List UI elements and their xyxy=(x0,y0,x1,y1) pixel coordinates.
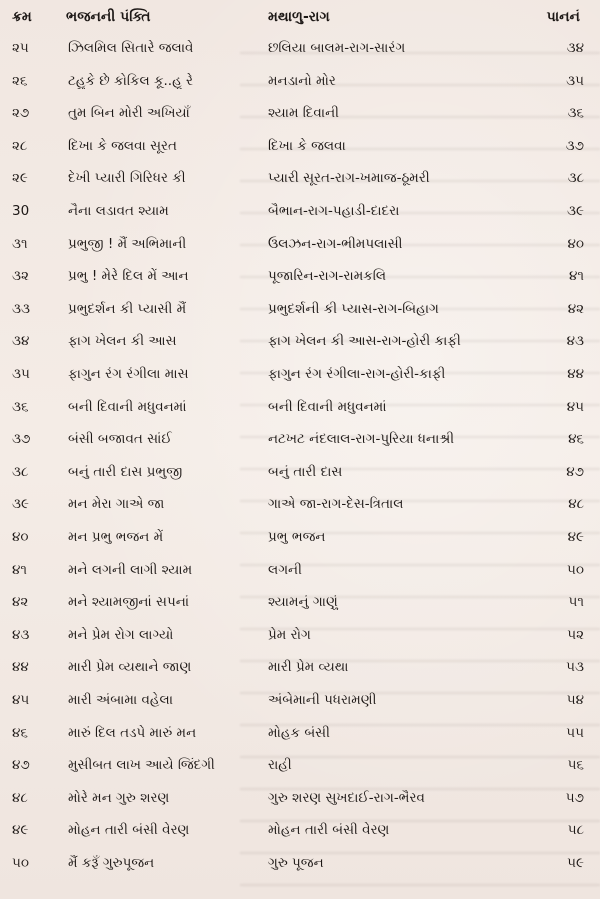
row-page-number: ૫૧ xyxy=(568,594,584,611)
row-bhajan-line: મન મેરા ગાએ જા xyxy=(68,496,165,513)
table-row xyxy=(0,163,600,197)
row-page-number: ૪૩ xyxy=(566,333,584,350)
row-number: ૩૧ xyxy=(12,235,28,252)
row-page-number: ૩૫ xyxy=(566,72,584,89)
row-number: ૩૬ xyxy=(12,398,29,415)
table-row xyxy=(0,685,600,719)
row-bhajan-line: મને શ્યામજીનાં સપનાં xyxy=(68,594,190,611)
row-bhajan-line: પ્રભુજી ! મૈં અભિમાની xyxy=(68,235,187,252)
row-page-number: ૪૯ xyxy=(567,529,584,545)
row-heading-raag: ગુરુ પૂજન xyxy=(268,855,324,871)
row-page-number: ૩૪ xyxy=(566,40,584,56)
row-heading-raag: બૈભાન-રાગ-પહાડી-દાદરા xyxy=(268,203,400,219)
row-number: ૪૨ xyxy=(12,594,29,611)
row-bhajan-line: ઝિલમિલ સિતારે જલાવે xyxy=(68,40,194,56)
row-heading-raag: પ્રભુદર્શની કી પ્યાસ-રાગ-બિહાગ xyxy=(268,300,439,317)
row-heading-raag: લગની xyxy=(268,561,302,578)
table-row xyxy=(0,848,600,882)
row-bhajan-line: મારું દિલ તડપે મારું મન xyxy=(68,724,197,741)
row-heading-raag: મોહક બંસી xyxy=(268,724,330,741)
row-number: ૩૯ xyxy=(12,496,29,513)
row-bhajan-line: મોરે મન ગુરુ શરણ xyxy=(68,789,170,806)
row-number: ૪૯ xyxy=(12,822,29,839)
row-heading-raag: નટખટ નંદલાલ-રાગ-પુરિયા ધનાશ્રી xyxy=(268,431,455,448)
row-page-number: ૪૪ xyxy=(567,366,584,382)
row-heading-raag: મોહન તારી બંસી વેરણ xyxy=(268,822,390,839)
row-number: ૩૨ xyxy=(12,268,29,285)
row-number: ૩૭ xyxy=(12,431,31,448)
row-page-number: ૪૫ xyxy=(566,398,584,415)
row-heading-raag: ગાએ જા-રાગ-દેસ-ત્રિતાલ xyxy=(268,496,404,513)
row-number: ૩૮ xyxy=(12,463,29,480)
row-bhajan-line: દેખી પ્યારી ગિરિધર કી xyxy=(68,170,186,187)
table-row xyxy=(0,294,600,328)
row-bhajan-line: ટહુકે છે કોકિલ કૂ..હૂ રે xyxy=(68,72,193,89)
row-heading-raag: રાહી xyxy=(268,757,292,774)
row-bhajan-line: મારી પ્રેમ વ્યથાને જાણ xyxy=(68,659,192,676)
row-page-number: ૫૮ xyxy=(567,822,584,839)
row-bhajan-line: મારી અંબામા વહેલા xyxy=(68,692,174,708)
row-bhajan-line: મોહન તારી બંસી વેરણ xyxy=(68,822,190,839)
row-page-number: ૪૧ xyxy=(569,268,584,285)
table-row xyxy=(0,489,600,523)
row-heading-raag: બનું તારી દાસ xyxy=(268,463,343,480)
table-row xyxy=(0,522,600,556)
table-row xyxy=(0,392,600,426)
row-page-number: ૫૦ xyxy=(567,561,584,578)
row-number: ૩૪ xyxy=(12,333,30,350)
table-row xyxy=(0,98,600,132)
row-heading-raag: પૂજારિન-રાગ-રામકલિ xyxy=(268,268,387,285)
row-number: ૨૯ xyxy=(12,170,28,187)
row-heading-raag: પ્યારી સૂરત-રાગ-ખમાજ-ઠૂમરી xyxy=(268,170,430,187)
row-bhajan-line: મન પ્રભુ ભજન મેં xyxy=(68,529,164,545)
row-number: 30 xyxy=(12,203,30,219)
row-number: ૪૦ xyxy=(12,529,29,545)
row-number: ૨૬ xyxy=(12,72,28,89)
header-bhajan-line: ભજનની પંક્તિ xyxy=(66,9,151,25)
row-number: ૨૭ xyxy=(12,105,30,122)
row-bhajan-line: મને લગની લાગી શ્યામ xyxy=(68,561,193,578)
table-row xyxy=(0,326,600,360)
row-number: ૪૪ xyxy=(12,659,29,676)
row-heading-raag: છલિયા બાલમ-રાગ-સારંગ xyxy=(268,40,406,56)
row-number: ૪૮ xyxy=(12,789,28,806)
row-bhajan-line: મૈં કરૂઁ ગુરુપૂજન xyxy=(68,855,155,871)
row-page-number: ૪૨ xyxy=(567,300,584,317)
row-page-number: ૫૫ xyxy=(566,724,584,741)
row-page-number: ૩૯ xyxy=(567,203,584,219)
table-row xyxy=(0,555,600,589)
row-number: ૪૧ xyxy=(12,561,27,578)
header-heading-raag: મથાળુ-રાગ xyxy=(268,9,330,25)
row-bhajan-line: તુમ બિન મોરી અખિયાઁ xyxy=(68,105,190,122)
row-bhajan-line: પ્રભુ ! મેરે દિલ મેં આન xyxy=(68,268,189,285)
row-number: ૨૫ xyxy=(12,40,29,56)
row-page-number: ૪૦ xyxy=(567,235,584,252)
table-row xyxy=(0,620,600,654)
row-number: ૪૬ xyxy=(12,724,28,741)
row-bhajan-line: નૈના લડાવત શ્યામ xyxy=(68,203,169,219)
row-heading-raag: દિખા કે જલવા xyxy=(268,137,346,154)
table-row xyxy=(0,131,600,165)
table-row xyxy=(0,652,600,686)
row-page-number: ૫૨ xyxy=(567,626,584,643)
table-row xyxy=(0,587,600,621)
row-page-number: ૪૬ xyxy=(568,431,584,448)
header-page-number: પાનનં xyxy=(546,9,580,25)
row-number: ૩૫ xyxy=(12,366,30,382)
row-page-number: ૩૭ xyxy=(565,137,584,154)
row-heading-raag: શ્યામનું ગાણું xyxy=(268,594,338,611)
row-bhajan-line: ફાગ ખેલન કી આસ xyxy=(68,333,177,350)
table-row xyxy=(0,66,600,100)
row-bhajan-line: પ્રભુદર્શન કી પ્યાસી મૈં xyxy=(68,300,187,317)
row-heading-raag: પ્રેમ રોગ xyxy=(268,626,311,643)
table-row xyxy=(0,783,600,817)
row-number: ૩૩ xyxy=(12,300,30,317)
row-number: ૫૦ xyxy=(12,855,29,871)
row-heading-raag: ગુરુ શરણ સુખદાઈ-રાગ-ભૈરવ xyxy=(268,789,425,806)
row-bhajan-line: બની દિવાની મધુવનમાં xyxy=(68,398,187,415)
row-number: ૪૩ xyxy=(12,626,30,643)
row-bhajan-line: બંસી બજાવત સાંઈ xyxy=(68,431,172,448)
row-page-number: ૫૯ xyxy=(567,855,584,871)
row-page-number: ૩૬ xyxy=(567,105,584,122)
table-row xyxy=(0,718,600,752)
row-number: ૨૮ xyxy=(12,137,28,154)
table-row xyxy=(0,261,600,295)
row-bhajan-line: મને પ્રેમ રોગ લાગ્યો xyxy=(68,626,174,643)
row-heading-raag: બની દિવાની મધુવનમાં xyxy=(268,398,387,415)
table-row xyxy=(0,815,600,849)
row-number: ૪૫ xyxy=(12,692,30,708)
row-page-number: ૫૪ xyxy=(566,692,584,708)
row-heading-raag: મારી પ્રેમ વ્યથા xyxy=(268,659,349,676)
row-bhajan-line: મુસીબત લાખ આયે જિંદગી xyxy=(68,757,215,774)
row-bhajan-line: બનું તારી દાસ પ્રભુજી xyxy=(68,463,183,480)
row-page-number: ૩૮ xyxy=(567,170,584,187)
row-heading-raag: મનડાનો મોર xyxy=(268,72,336,89)
row-page-number: ૫૩ xyxy=(566,659,584,676)
row-heading-raag: ફાગ ખેલન કી આસ-રાગ-હોરી કાફી xyxy=(268,333,461,350)
row-page-number: ૫૭ xyxy=(565,789,584,806)
table-row xyxy=(0,750,600,784)
row-heading-raag: અંબેમાની પધરામણી xyxy=(268,692,377,708)
table-row xyxy=(0,359,600,393)
header-number: ક્રમ xyxy=(12,9,32,25)
row-heading-raag: ઉલઝન-રાગ-ભીમપલાસી xyxy=(268,235,403,252)
table-row xyxy=(0,424,600,458)
table-row xyxy=(0,229,600,263)
table-row xyxy=(0,196,600,230)
row-page-number: ૪૮ xyxy=(568,496,584,513)
table-row xyxy=(0,457,600,491)
row-heading-raag: પ્રભુ ભજન xyxy=(268,529,326,545)
row-page-number: ૪૭ xyxy=(566,463,584,480)
row-number: ૪૭ xyxy=(12,757,30,774)
row-heading-raag: ફાગુન રંગ રંગીલા-રાગ-હોરી-કાફી xyxy=(268,366,446,382)
table-row xyxy=(0,33,600,67)
row-bhajan-line: દિખા કે જલવા સૂરત xyxy=(68,137,177,154)
row-bhajan-line: ફાગુન રંગ રંગીલા માસ xyxy=(68,366,189,382)
row-page-number: ૫૬ xyxy=(567,757,584,774)
table-header xyxy=(0,0,600,34)
row-heading-raag: શ્યામ દિવાની xyxy=(268,105,339,122)
